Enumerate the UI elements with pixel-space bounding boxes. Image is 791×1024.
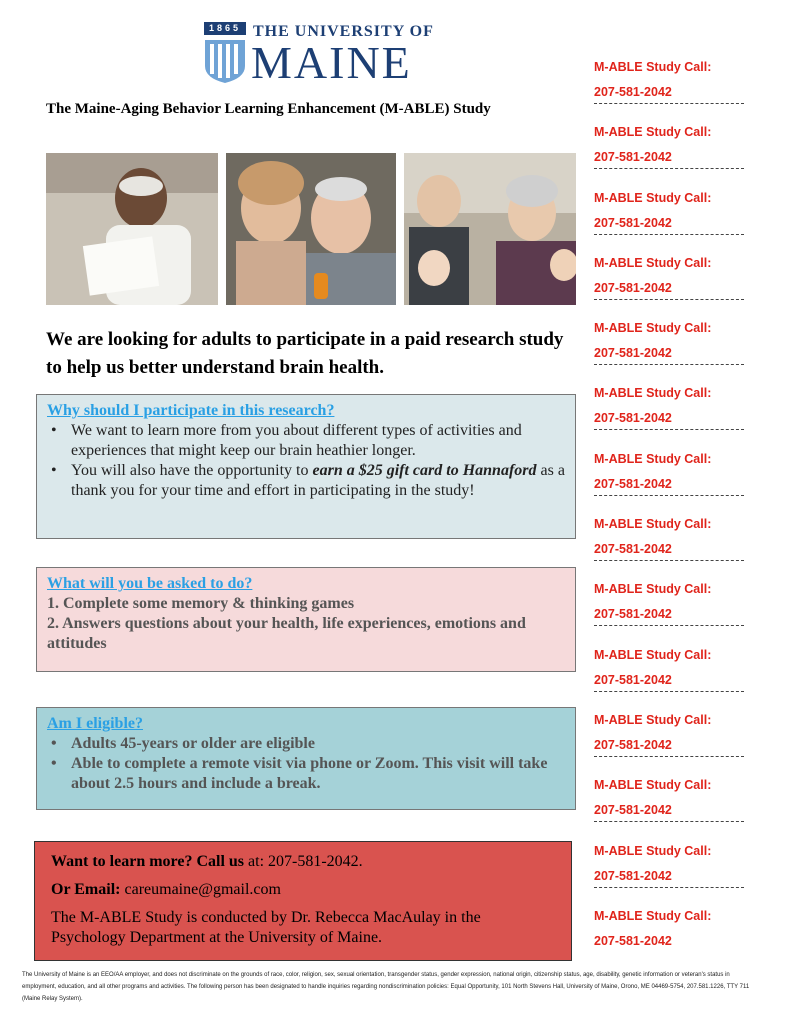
university-logo [203,22,434,92]
eligibility-box [36,707,576,810]
contact-call-label: Want to learn more? Call us [51,853,245,870]
tab-cut-line [594,103,744,104]
contact-box [34,841,572,961]
tab-phone: 207-581-2042 [594,346,672,361]
tab-label: M-ABLE Study Call: [594,843,712,858]
why-participate-heading: Why should I participate in this research? [47,402,335,419]
tear-off-tab [594,776,746,841]
tear-off-tab [594,123,746,188]
tab-phone: 207-581-2042 [594,672,672,687]
tab-label: M-ABLE Study Call: [594,125,712,140]
tab-phone: 207-581-2042 [594,411,672,426]
tear-off-tab [594,907,746,972]
study-title: The Maine-Aging Behavior Learning Enhancement (M-ABLE) Study [46,101,491,117]
tear-off-tab [594,580,746,645]
headline: We are looking for adults to participate in a paid research study to help us better understand brain health. [46,329,564,378]
tab-phone: 207-581-2042 [594,542,672,557]
contact-email [51,880,555,900]
contact-email-address: careumaine@gmail.com [120,881,281,898]
tab-phone: 207-581-2042 [594,737,672,752]
tasks-box [36,567,576,672]
tab-cut-line [594,429,744,430]
tab-phone: 207-581-2042 [594,607,672,622]
contact-phone: at: 207-581-2042. [244,853,363,870]
task-item-games: 1. Complete some memory & thinking games [47,595,355,612]
tear-off-tab [594,842,746,907]
why-bullet-giftcard-pre: You will also have the opportunity to [71,462,313,479]
why-bullet-learn-text: We want to learn more from you about different types of activities and experiences that might keep our brain heathier longer. [71,422,522,459]
tab-phone: 207-581-2042 [594,803,672,818]
tab-phone: 207-581-2042 [594,476,672,491]
tear-off-tab [594,711,746,776]
logo-maine-text: MAINE [251,37,412,88]
why-participate-box [36,394,576,539]
tab-label: M-ABLE Study Call: [594,712,712,727]
tab-cut-line [594,821,744,822]
tasks-heading: What will you be asked to do? [47,575,253,592]
tab-label: M-ABLE Study Call: [594,255,712,270]
tab-cut-line [594,299,744,300]
tab-phone: 207-581-2042 [594,933,672,948]
photo-couple [226,153,396,305]
logo-year: 1865 [204,22,246,35]
tab-label: M-ABLE Study Call: [594,386,712,401]
tab-phone: 207-581-2042 [594,868,672,883]
tab-label: M-ABLE Study Call: [594,582,712,597]
tab-cut-line [594,234,744,235]
tear-off-tab [594,450,746,515]
tear-off-tab [594,254,746,319]
eeo-footer: The University of Maine is an EEO/AA employer, and does not discriminate on the grounds of race, color, religion, sex, sexual orientation, transgender status, gender expression, national origin, citizenship status, age, disability, genetic information or veteran's status in employment, education, and all other programs and activities. The following person has been designated to handle inquiries regarding nondiscrimination policies: Equal Opportunity, 101 North Stevens Hall, University of Maine, Orono, ME 04469-5754, 207.581.1226, TTY 711 (Maine Relay System). [22,972,750,1002]
task-item-questions: 2. Answers questions about your health, life experiences, emotions and attitudes [47,615,526,652]
tab-cut-line [594,691,744,692]
tab-cut-line [594,364,744,365]
tab-label: M-ABLE Study Call: [594,517,712,532]
tab-phone: 207-581-2042 [594,215,672,230]
tab-label: M-ABLE Study Call: [594,647,712,662]
gift-card-emphasis: earn a $25 gift card to Hannaford [312,462,537,479]
tab-cut-line [594,495,744,496]
tab-cut-line [594,887,744,888]
tab-cut-line [594,168,744,169]
tear-off-tab [594,319,746,384]
tab-cut-line [594,625,744,626]
eligibility-bullet-remote: • Able to complete a remote visit via phone or Zoom. This visit will take about 2.5 hours and include a break. [47,754,565,794]
photo-family [404,153,576,305]
tab-label: M-ABLE Study Call: [594,778,712,793]
why-bullet-giftcard [47,461,565,501]
why-bullet-giftcard-post: as a thank you for your time and effort in participating in the study! [71,462,565,499]
tab-cut-line [594,756,744,757]
logo-university-text: THE UNIVERSITY OF [253,23,434,40]
tab-phone: 207-581-2042 [594,150,672,165]
contact-email-label: Or Email: [51,881,121,898]
tab-label: M-ABLE Study Call: [594,321,712,336]
eligibility-heading: Am I eligible? [47,715,143,732]
tab-label: M-ABLE Study Call: [594,190,712,205]
why-bullet-learn [47,421,565,461]
tear-off-tab [594,189,746,254]
tear-off-tabs [594,58,746,972]
tear-off-tab [594,58,746,123]
tab-phone: 207-581-2042 [594,280,672,295]
tab-label: M-ABLE Study Call: [594,60,712,74]
tab-cut-line [594,560,744,561]
contact-call [51,852,555,872]
eligibility-bullet-age: • Adults 45-years or older are eligible [47,734,565,754]
tear-off-tab [594,646,746,711]
tab-label: M-ABLE Study Call: [594,451,712,466]
tear-off-tab [594,384,746,449]
tab-label: M-ABLE Study Call: [594,908,712,923]
photo-man-reading [46,153,218,305]
tear-off-tab [594,515,746,580]
tab-phone: 207-581-2042 [594,85,672,99]
contact-note: The M-ABLE Study is conducted by Dr. Rebecca MacAulay in the Psychology Department at the University of Maine. [51,909,481,946]
